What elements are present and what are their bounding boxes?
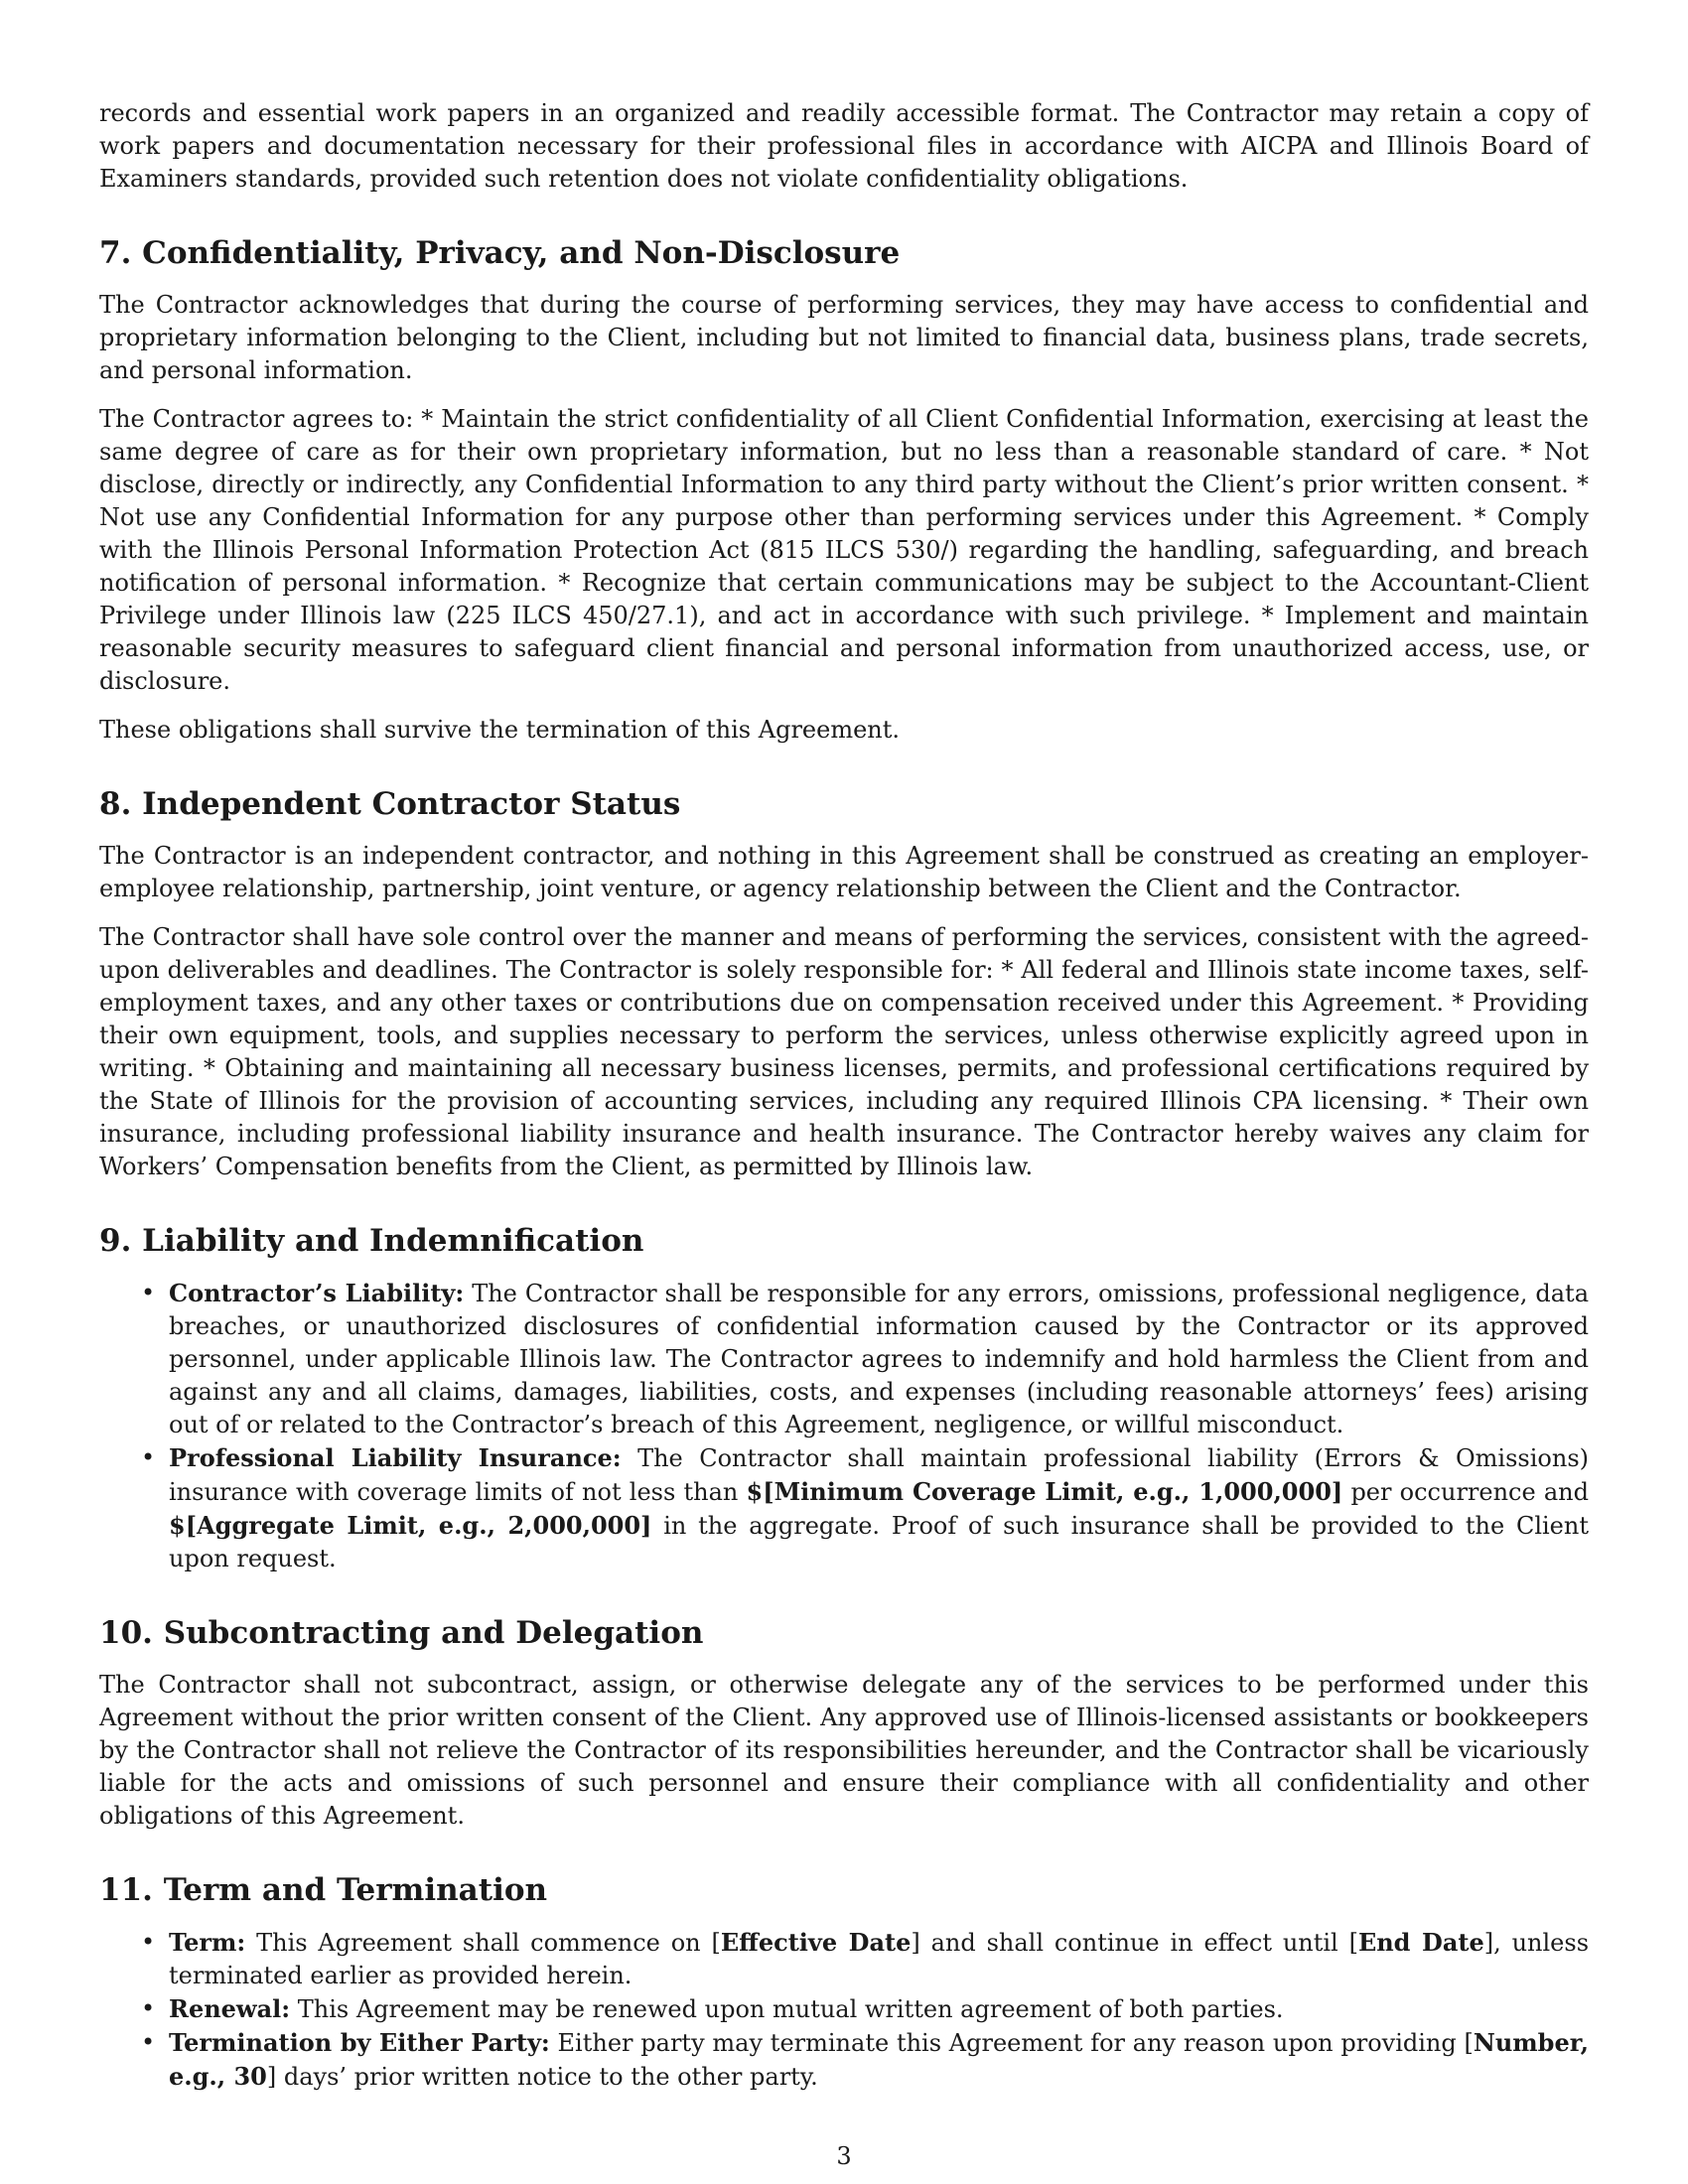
effective-date-placeholder: Effective Date: [720, 1928, 912, 1957]
section-8-heading: 8. Independent Contractor Status: [99, 786, 681, 822]
item-text: This Agreement may be renewed upon mutual written agreement of both parties.: [290, 1995, 1284, 2023]
list-item-professional-liability-insurance: [169, 1441, 1589, 1575]
item-label: Termination by Either Party:: [169, 2028, 550, 2057]
item-text: The Contractor shall be responsible for any errors, omissions, professional negligence, data breaches, or unauthorized disclosures of confidential information caused by the Contractor or its approved personnel, under applicable Illinois law. The Contractor agrees to indemnify and hold harmless the Client from and against any and all claims, damages, liabilities, costs, and expenses (including reasonable attorneys’ fees) arising out of or related to the Contractor’s breach of this Agreement, negligence, or willful misconduct.: [169, 1280, 1589, 1438]
item-text: This Agreement shall commence on [: [245, 1929, 721, 1957]
item-text: ] and shall continue in effect until [: [911, 1929, 1358, 1957]
section-11-heading: 11. Term and Termination: [99, 1872, 548, 1908]
section-7-paragraph-2: The Contractor agrees to: * Maintain the strict confidentiality of all Client Confidential Information, exercising at least the same degree of care as for their own proprietary information, but no less than a reasonable standard of care. * Not disclose, directly or indirectly, any Confidential Information to any third party without the Client’s prior written consent. * Not use any Confidential Information for any purpose other than performing services under this Agreement. * Comply with the Illinois Personal Information Protection Act (815 ILCS 530/) regarding the handling, safeguarding, and breach notification of personal information. * Recognize that certain communications may be subject to the Accountant-Client Privilege under Illinois law (225 ILCS 450/27.1), and act in accordance with such privilege. * Implement and maintain reasonable security measures to safeguard client financial and personal information from unauthorized access, use, or disclosure.: [99, 405, 1589, 695]
aggregate-limit-placeholder: $[Aggregate Limit, e.g., 2,000,000]: [169, 1511, 652, 1540]
item-label: Renewal:: [169, 1994, 291, 2023]
section-11-list: [99, 1926, 1589, 2094]
section-9-heading: 9. Liability and Indemnification: [99, 1223, 644, 1259]
section-7-paragraph-3: These obligations shall survive the termination of this Agreement.: [99, 716, 901, 744]
section-8-paragraph-1: The Contractor is an independent contractor, and nothing in this Agreement shall be construed as creating an employer-employee relationship, partnership, joint venture, or agency relationship between the Client and the Contractor.: [99, 842, 1589, 902]
item-label: Term:: [169, 1928, 246, 1957]
section-8-paragraph-2: The Contractor shall have sole control over the manner and means of performing the services, consistent with the agreed-upon deliverables and deadlines. The Contractor is solely responsible for: * All federal and Illinois state income taxes, self-employment taxes, and any other taxes or contributions due on compensation received under this Agreement. * Providing their own equipment, tools, and supplies necessary to perform the services, unless otherwise explicitly agreed upon in writing. * Obtaining and maintaining all necessary business licenses, permits, and professional certifications required by the State of Illinois for the provision of accounting services, including any required Illinois CPA licensing. * Their own insurance, including professional liability insurance and health insurance. The Contractor hereby waives any claim for Workers’ Compensation benefits from the Client, as permitted by Illinois law.: [99, 923, 1589, 1180]
section-7-heading: 7. Confidentiality, Privacy, and Non-Disclosure: [99, 235, 901, 271]
item-label: Contractor’s Liability:: [169, 1279, 465, 1307]
section-10-heading: 10. Subcontracting and Delegation: [99, 1615, 704, 1651]
item-text: ], unless terminated earlier as provided herein.: [169, 1929, 1590, 1989]
document-page: [99, 97, 1589, 2102]
item-text: ] days’ prior written notice to the other party.: [266, 2063, 818, 2091]
intro-paragraph: records and essential work papers in an organized and readily accessible format. The Contractor may retain a copy of work papers and documentation necessary for their professional files in accordance with AICPA and Illinois Board of Examiners standards, provided such retention does not violate confidentiality obligations.: [99, 99, 1589, 193]
page-number: 3: [836, 2142, 852, 2170]
notice-days-placeholder: Number, e.g., 30: [169, 2028, 1589, 2091]
list-item-renewal: [169, 1992, 1589, 2026]
section-10-paragraph-1: The Contractor shall not subcontract, assign, or otherwise delegate any of the services to be performed under this Agreement without the prior written consent of the Client. Any approved use of Illinois-licensed assistants or bookkeepers by the Contractor shall not relieve the Contractor of its responsibilities hereunder, and the Contractor shall be vicariously liable for the acts and omissions of such personnel and ensure their compliance with all confidentiality and other obligations of this Agreement.: [99, 1671, 1589, 1830]
item-label: Professional Liability Insurance:: [169, 1443, 622, 1472]
minimum-coverage-placeholder: $[Minimum Coverage Limit, e.g., 1,000,000]: [746, 1477, 1343, 1506]
item-text: Either party may terminate this Agreement for any reason upon providing [: [549, 2029, 1474, 2057]
item-text: The Contractor shall maintain professional liability (Errors & Omissions) insurance with coverage limits of not less than: [169, 1444, 1589, 1506]
section-7-paragraph-1: The Contractor acknowledges that during the course of performing services, they may have access to confidential and proprietary information belonging to the Client, including but not limited to financial data, business plans, trade secrets, and personal information.: [99, 291, 1589, 384]
list-item-termination: [169, 2026, 1589, 2094]
section-9-list: [99, 1277, 1589, 1575]
item-text: in the aggregate. Proof of such insurance shall be provided to the Client upon request.: [169, 1512, 1589, 1572]
list-item-contractor-liability: [169, 1277, 1589, 1441]
list-item-term: [169, 1926, 1589, 1992]
end-date-placeholder: End Date: [1357, 1928, 1484, 1957]
item-text: per occurrence and: [1342, 1478, 1589, 1506]
